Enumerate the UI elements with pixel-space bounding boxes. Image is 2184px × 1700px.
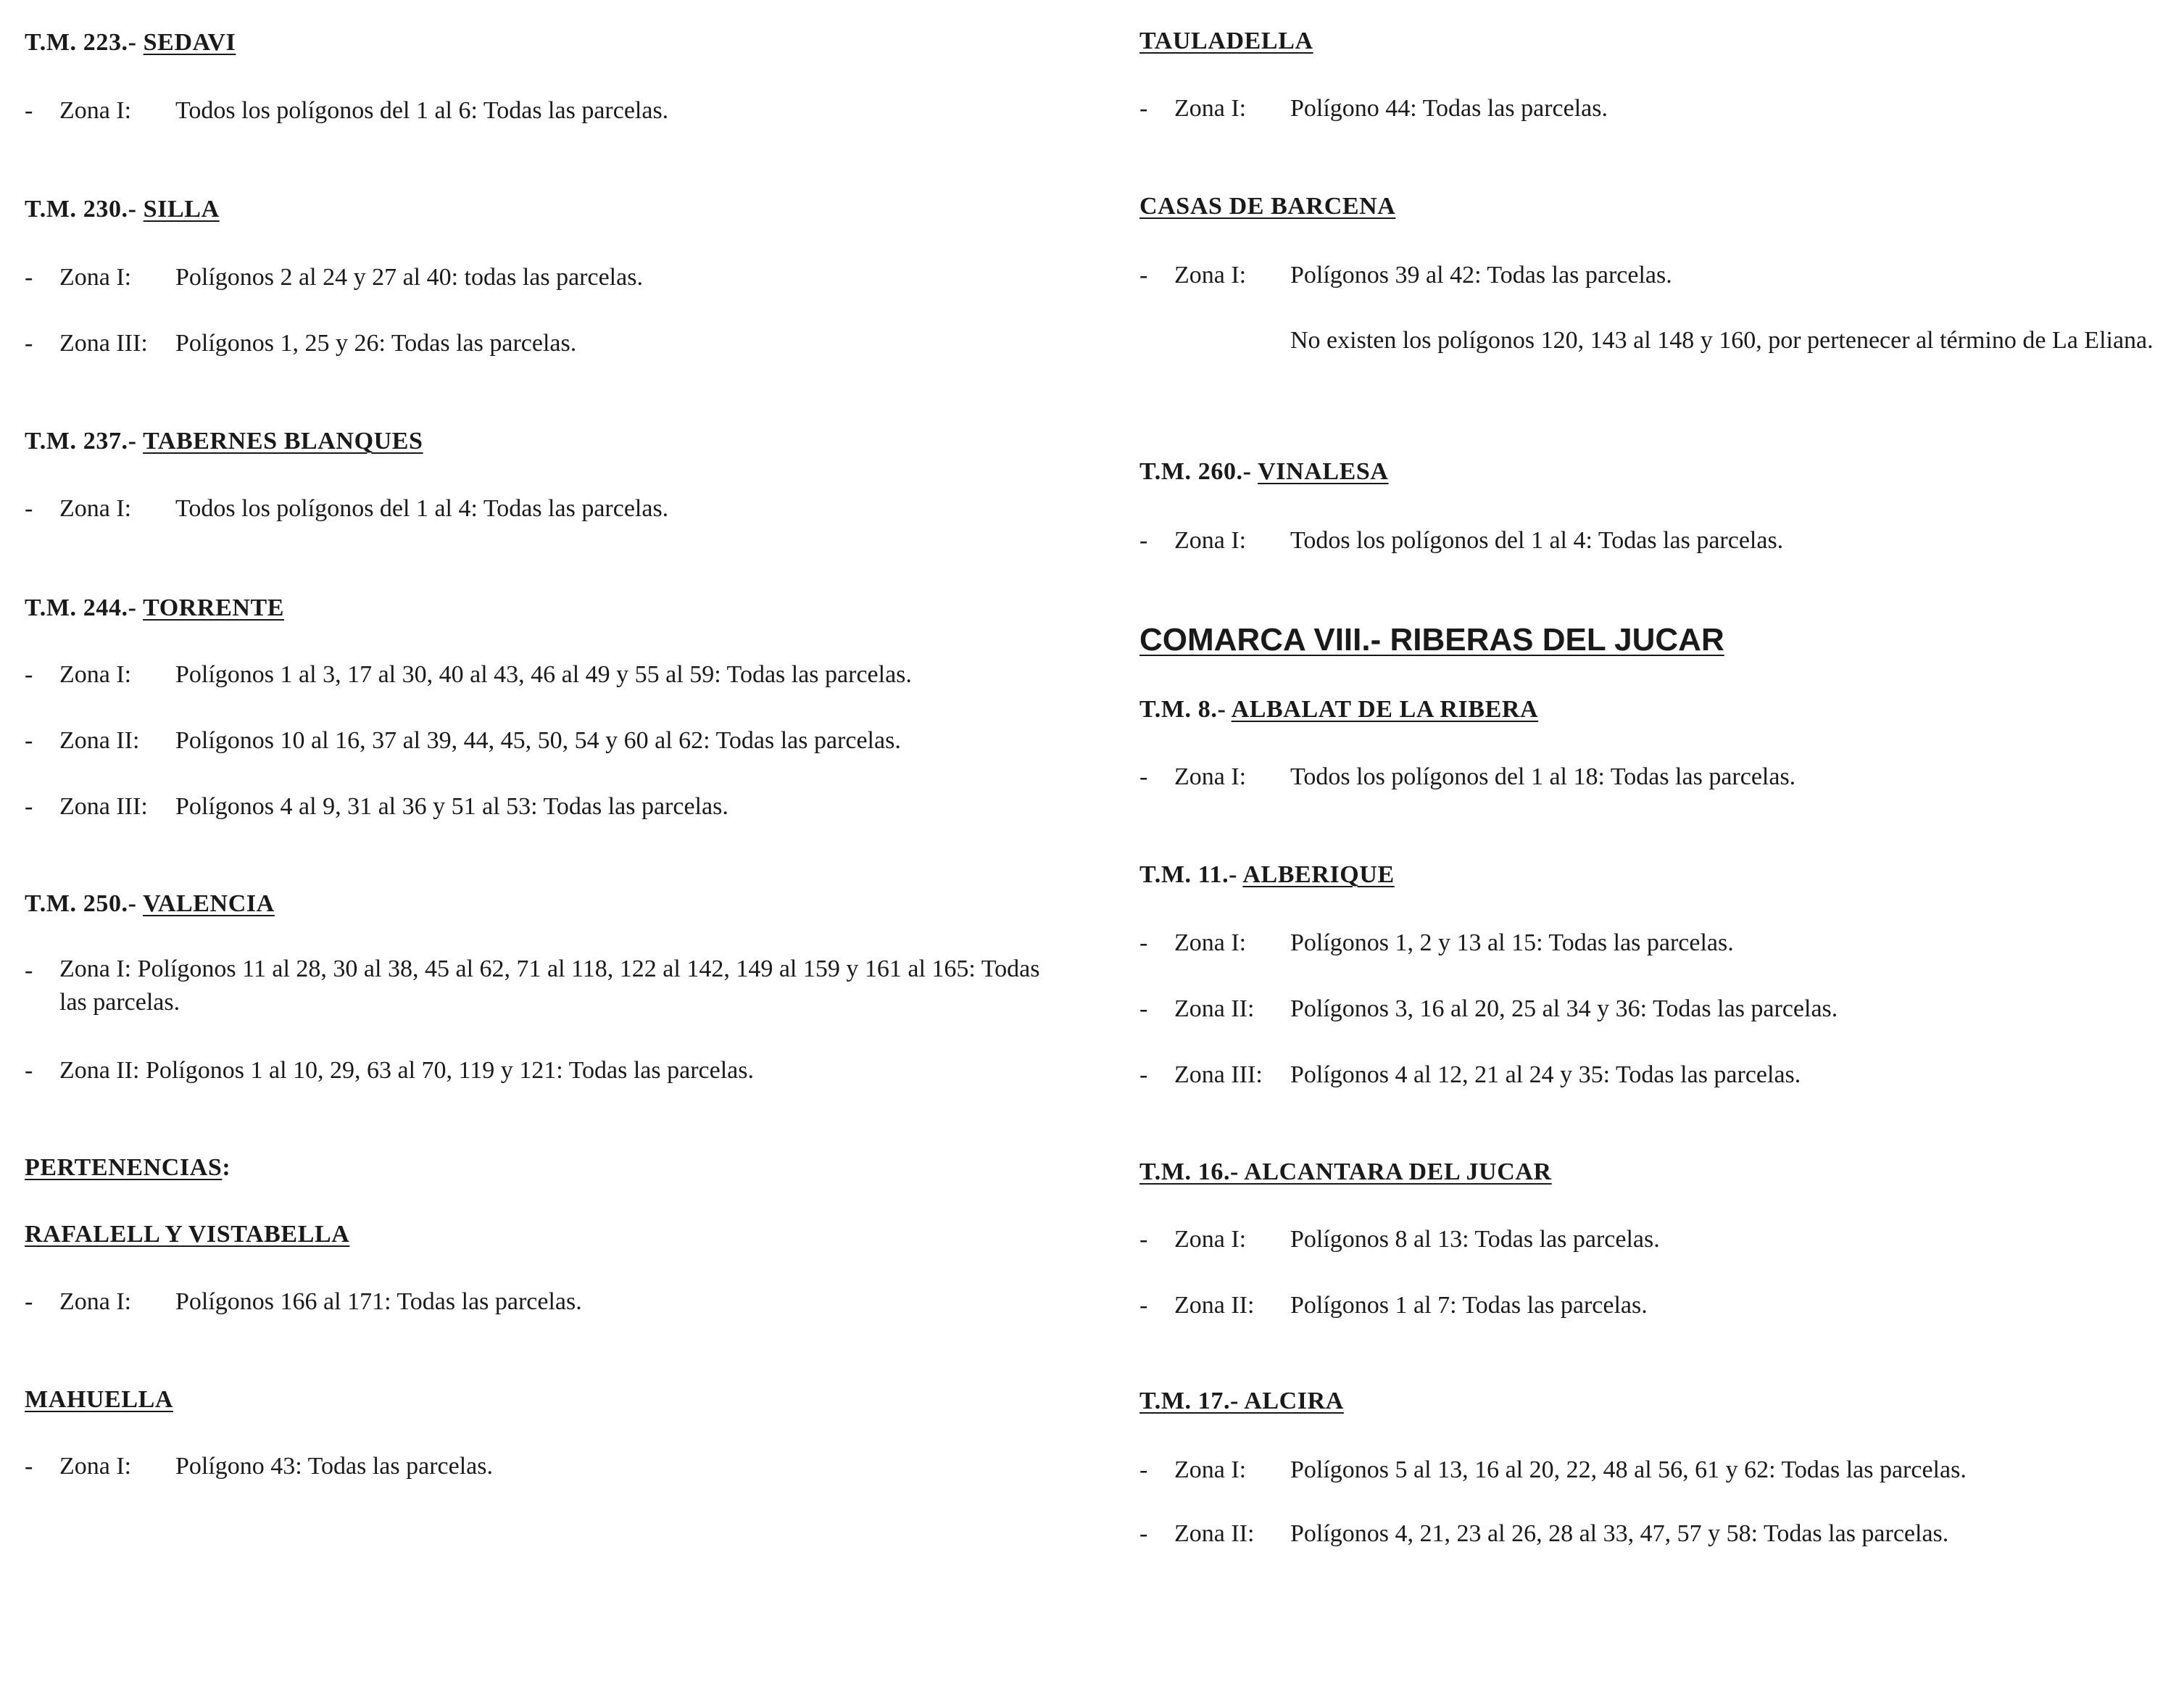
zone-item: - Zona I: Todos los polígonos del 1 al 6: Todas las parcelas. xyxy=(25,97,669,124)
section-heading-casas-de-barcena: CASAS DE BARCENA xyxy=(1139,193,1396,220)
municipality-name: SEDAVI xyxy=(143,29,236,56)
section-heading-tauladella: TAULADELLA xyxy=(1139,28,1313,54)
zone-item: - Zona II: Polígonos 3, 16 al 20, 25 al 34 y 36: Todas las parcelas. xyxy=(1139,995,1838,1022)
section-heading-albalat: T.M. 8.- ALBALAT DE LA RIBERA xyxy=(1139,696,1539,723)
zone-item: - Zona III: Polígonos 4 al 9, 31 al 36 y 51 al 53: Todas las parcelas. xyxy=(25,793,728,820)
zone-item: - Zona II: Polígonos 1 al 10, 29, 63 al 70, 119 y 121: Todas las parcelas. xyxy=(25,1057,754,1084)
pertenencias-heading: PERTENENCIAS: xyxy=(25,1154,231,1181)
section-heading-valencia: T.M. 250.- VALENCIA xyxy=(25,890,275,917)
municipality-name: ALBERIQUE xyxy=(1242,861,1395,888)
zone-item: - Zona I: Polígonos 1, 2 y 13 al 15: Todas las parcelas. xyxy=(1139,929,1734,956)
zone-item: - Zona I: Polígono 44: Todas las parcelas. xyxy=(1139,95,1608,122)
zone-item: - Zona I: Todos los polígonos del 1 al 4: Todas las parcelas. xyxy=(1139,527,1784,554)
zone-item: - Zona I: Polígonos 11 al 28, 30 al 38, 45 al 62, 71 al 118, 122 al 142, 149 al 159 y 161 al 165: Todas las parcelas. xyxy=(25,955,1040,1016)
zone-item: - Zona I: Polígonos 2 al 24 y 27 al 40: todas las parcelas. xyxy=(25,264,643,291)
zone-item: - Zona I: Todos los polígonos del 1 al 18: Todas las parcelas. xyxy=(1139,763,1796,790)
municipality-name: TORRENTE xyxy=(143,594,285,621)
zone-item: - Zona II: Polígonos 10 al 16, 37 al 39, 44, 45, 50, 54 y 60 al 62: Todas las parcelas. xyxy=(25,727,901,754)
section-heading-alcira: T.M. 17.- ALCIRA xyxy=(1139,1388,1344,1414)
note-paragraph: No existen los polígonos 120, 143 al 148 y 160, por pertenecer al término de La Eliana. xyxy=(1290,327,2154,354)
municipality-name: VALENCIA xyxy=(143,890,275,917)
zone-item: - Zona I: Todos los polígonos del 1 al 4: Todas las parcelas. xyxy=(25,495,669,522)
zone-item: - Zona I: Polígono 43: Todas las parcelas. xyxy=(25,1453,493,1480)
zone-item: - Zona I: Polígonos 5 al 13, 16 al 20, 22, 48 al 56, 61 y 62: Todas las parcelas. xyxy=(1139,1456,1967,1483)
zone-item: - Zona I: Polígonos 39 al 42: Todas las parcelas. xyxy=(1139,262,1672,289)
zone-item: - Zona II: Polígonos 4, 21, 23 al 26, 28 al 33, 47, 57 y 58: Todas las parcelas. xyxy=(1139,1520,1949,1547)
zone-item: - Zona I: Polígonos 1 al 3, 17 al 30, 40 al 43, 46 al 49 y 55 al 59: Todas las parcelas. xyxy=(25,661,912,688)
comarca-title: COMARCA VIII.- RIBERAS DEL JUCAR xyxy=(1139,622,1724,658)
municipality-name: SILLA xyxy=(143,196,220,223)
zone-item: - Zona II: Polígonos 1 al 7: Todas las parcelas. xyxy=(1139,1292,1648,1319)
section-heading-tabernes: T.M. 237.- TABERNES BLANQUES xyxy=(25,428,423,455)
zone-item: - Zona III: Polígonos 1, 25 y 26: Todas las parcelas. xyxy=(25,330,577,357)
section-heading-sedavi: T.M. 223.- SEDAVI xyxy=(25,29,236,56)
zone-item: - Zona III: Polígonos 4 al 12, 21 al 24 y 35: Todas las parcelas. xyxy=(1139,1061,1801,1088)
municipality-name: ALBALAT DE LA RIBERA xyxy=(1231,696,1539,723)
section-heading-alberique: T.M. 11.- ALBERIQUE xyxy=(1139,861,1395,888)
zone-item: - Zona I: Polígonos 166 al 171: Todas las parcelas. xyxy=(25,1288,582,1315)
section-heading-mahuella: MAHUELLA xyxy=(25,1386,174,1413)
zone-item: - Zona I: Polígonos 8 al 13: Todas las parcelas. xyxy=(1139,1226,1660,1253)
section-heading-torrente: T.M. 244.- TORRENTE xyxy=(25,594,285,621)
municipality-name: TABERNES BLANQUES xyxy=(143,428,423,455)
section-heading-silla: T.M. 230.- SILLA xyxy=(25,196,220,223)
section-heading-vinalesa: T.M. 260.- VINALESA xyxy=(1139,458,1389,485)
municipality-name: VINALESA xyxy=(1258,458,1389,485)
section-heading-alcantara: T.M. 16.- ALCANTARA DEL JUCAR xyxy=(1139,1158,1552,1185)
section-heading-rafalell: RAFALELL Y VISTABELLA xyxy=(25,1221,350,1248)
